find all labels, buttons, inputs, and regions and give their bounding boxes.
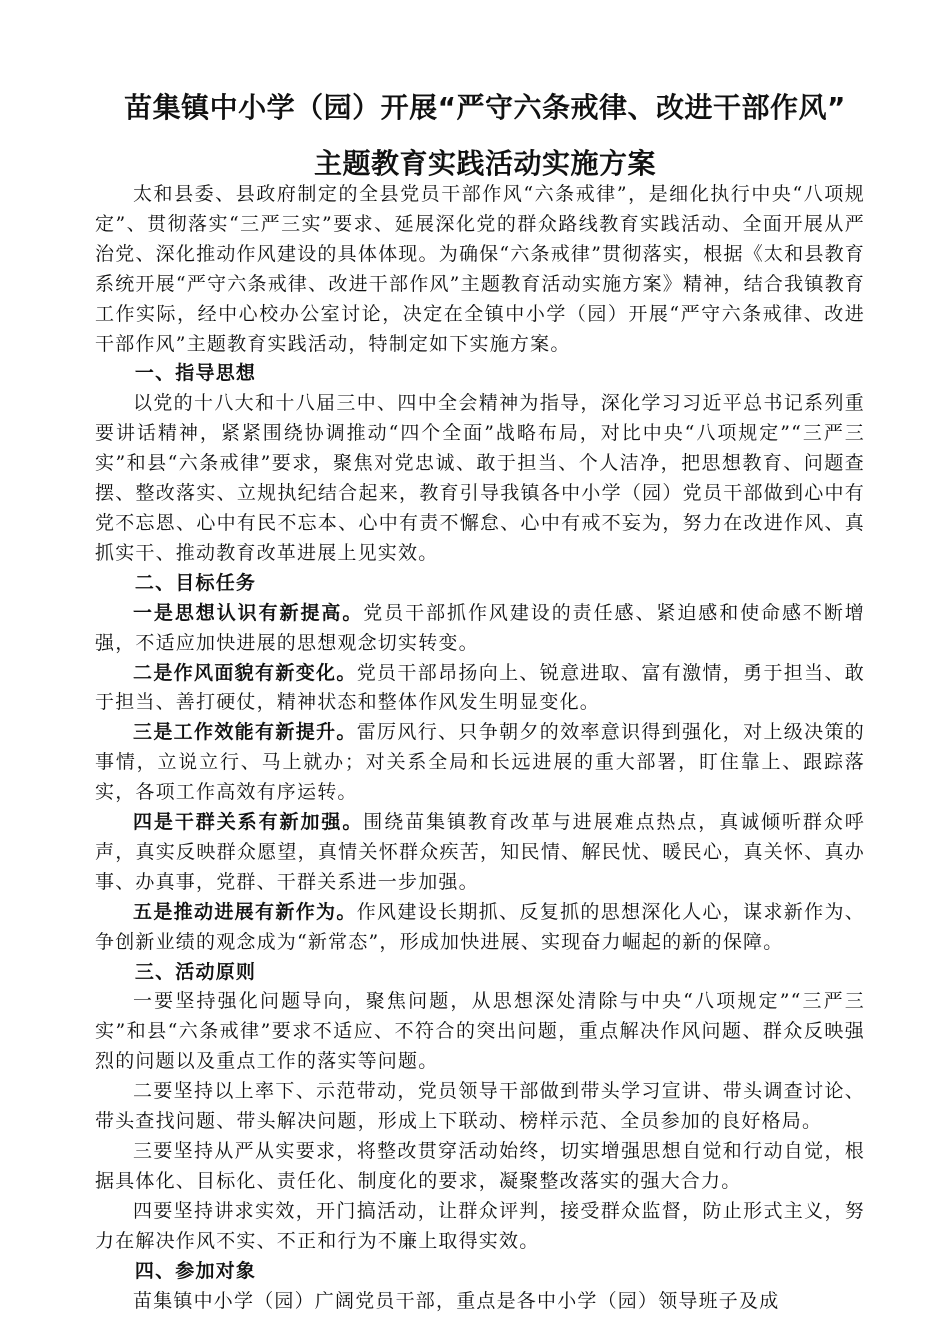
document-title-line-1: 苗集镇中小学（园）开展“严守六条戒律、改进干部作风”: [124, 91, 846, 124]
section-heading-guiding-ideology: 一、指导思想: [134, 362, 257, 385]
goal-item: [95, 718, 865, 808]
goal-item: [95, 659, 865, 719]
goal-lead: 二是作风面貌有新变化。: [133, 661, 357, 684]
goal-lead: 三是工作效能有新提升。: [133, 721, 357, 744]
goal-text: 作风建设长期抓、反复抓的思想深化人心，谋求新作为、争创新业绩的观念成为“新常态”，形成加快进展、实现奋力崛起的新的保障。: [95, 900, 865, 953]
principle-item: 四要坚持讲求实效，开门搞活动，让群众评判，接受群众监督，防止形式主义，努力在解决作风不实、不正和行为不廉上取得实效。: [95, 1199, 865, 1252]
goal-item: [95, 808, 865, 898]
goal-lead: 四是干群关系有新加强。: [133, 811, 364, 834]
participants-paragraph: 苗集镇中小学（园）广阔党员干部，重点是各中小学（园）领导班子及成: [133, 1289, 780, 1312]
goal-item: [95, 599, 865, 659]
guiding-ideology-paragraph: 以党的十八大和十八届三中、四中全会精神为指导，深化学习习近平总书记系列重要讲话精神，紧紧围绕协调推动“四个全面”战略布局，对比中央“八项规定”“三严三实”和县“六条戒律”要求，聚焦对党忠诚、敢于担当、个人洁净，把思想教育、问题查摆、整改落实、立规执纪结合起来，教育引导我镇各中小学（园）党员干部做到心中有党不忘恩、心中有民不忘本、心中有责不懈怠、心中有戒不妄为，努力在改进作风、真抓实干、推动教育改革进展上见实效。: [95, 392, 865, 564]
section-heading-principles: 三、活动原则: [134, 960, 257, 983]
goal-text: 党员干部抓作风建设的责任感、紧迫感和使命感不断增强，不适应加快进展的思想观念切实转变。: [95, 601, 865, 654]
document-title-line-2: 主题教育实践活动实施方案: [313, 147, 656, 180]
principle-item: 一要坚持强化问题导向，聚焦问题，从思想深处清除与中央“八项规定”“三严三实”和县“六条戒律”要求不适应、不符合的突出问题，重点解决作风问题、群众反映强烈的问题以及重点工作的落实等问题。: [95, 990, 865, 1073]
section-heading-goals: 二、目标任务: [134, 571, 257, 594]
section-heading-participants: 四、参加对象: [134, 1259, 257, 1282]
document-body: [95, 180, 865, 1316]
goal-text: 党员干部昂扬向上、锐意进取、富有激情，勇于担当、敢于担当、善打硬仗，精神状态和整体作风发生明显变化。: [95, 661, 865, 714]
principle-item: 三要坚持从严从实要求，将整改贯穿活动始终，切实增强思想自觉和行动自觉，根据具体化、目标化、责任化、制度化的要求，凝聚整改落实的强大合力。: [95, 1140, 865, 1192]
goal-lead: 五是推动进展有新作为。: [133, 900, 357, 923]
goal-item: [95, 898, 865, 958]
goal-lead: 一是思想认识有新提高。: [133, 601, 364, 624]
principle-item: 二要坚持以上率下、示范带动，党员领导干部做到带头学习宣讲、带头调查讨论、带头查找问题、带头解决问题，形成上下联动、榜样示范、全员参加的良好格局。: [95, 1080, 865, 1133]
goal-text: 雷厉风行、只争朝夕的效率意识得到强化，对上级决策的事情，立说立行、马上就办；对关系全局和长远进展的重大部署，盯住靠上、跟踪落实，各项工作高效有序运转。: [95, 721, 865, 804]
goal-text: 围绕苗集镇教育改革与进展难点热点，真诚倾听群众呼声，真实反映群众愿望，真情关怀群众疾苦，知民情、解民忧、暖民心，真关怀、真办事、办真事，党群、干群关系进一步加强。: [95, 811, 865, 893]
intro-paragraph: 太和县委、县政府制定的全县党员干部作风“六条戒律”，是细化执行中央“八项规定”、贯彻落实“三严三实”要求、延展深化党的群众路线教育实践活动、全面开展从严治党、深化推动作风建设的具体体现。为确保“六条戒律”贯彻落实，根据《太和县教育系统开展“严守六条戒律、改进干部作风”主题教育活动实施方案》精神，结合我镇教育工作实际，经中心校办公室讨论，决定在全镇中小学（园）开展“严守六条戒律、改进干部作风”主题教育实践活动，特制定如下实施方案。: [95, 183, 865, 355]
